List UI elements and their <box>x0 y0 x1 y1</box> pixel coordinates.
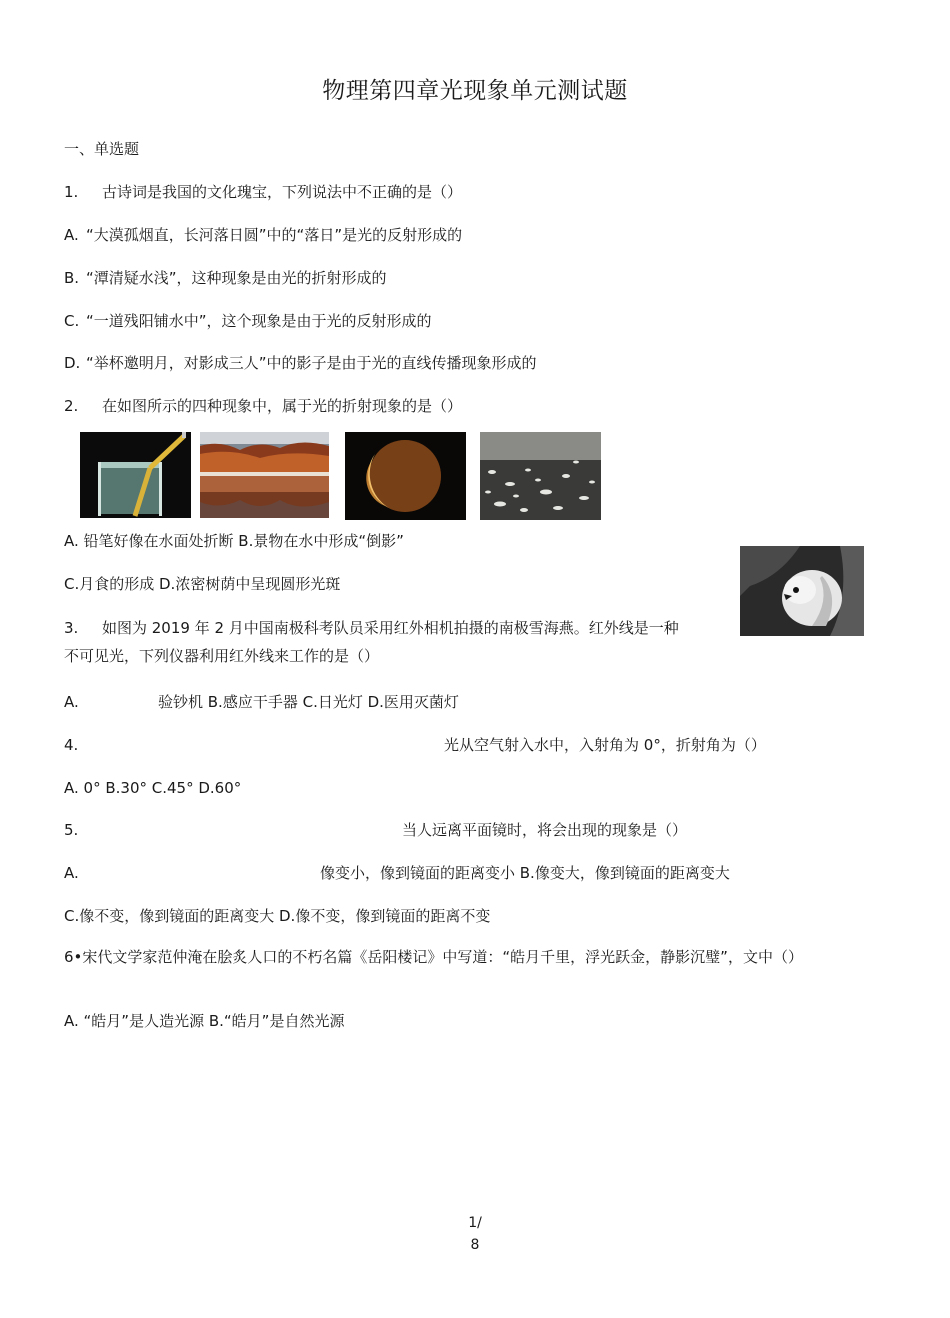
reflection-in-lake-image <box>200 432 329 518</box>
q1-option-a <box>64 224 462 246</box>
page-current: 1/ <box>468 1215 482 1231</box>
option-letter: A. <box>64 864 79 882</box>
q5-options-line-2: C.像不变，像到镜面的距离变大 D.像不变，像到镜面的距离不变 <box>64 907 491 925</box>
q6-options: A. “皓月”是人造光源 B.“皓月”是自然光源 <box>64 1012 345 1030</box>
option-text: “举杯邀明月，对影成三人”中的影子是由于光的直线传播现象形成的 <box>86 354 537 372</box>
page-title: 物理第四章光现象单元测试题 <box>322 78 628 104</box>
q1-option-d <box>64 352 537 374</box>
option-text: “潭清疑水浅”，这种现象是由光的折射形成的 <box>86 269 387 287</box>
option-letter: D. <box>64 354 81 372</box>
option-letter: C. <box>64 312 80 330</box>
question-2 <box>64 395 462 417</box>
question-5 <box>64 819 687 841</box>
q2-options-line-1: A. 铅笔好像在水面处折断 B.景物在水中形成“倒影” <box>64 532 404 550</box>
section-heading: 一、单选题 <box>64 140 140 158</box>
question-text-line-1: 如图为 2019 年 2 月中国南极科考队员采用红外相机拍摄的南极雪海燕。红外线是一种 <box>102 619 679 637</box>
option-letter: B. <box>64 269 80 287</box>
question-text: 光从空气射入水中，入射角为 0°，折射角为（） <box>444 736 766 754</box>
q5-options-line-1 <box>64 862 730 884</box>
question-text: 古诗词是我国的文化瑰宝，下列说法中不正确的是（） <box>102 183 463 201</box>
q4-options: A. 0° B.30° C.45° D.60° <box>64 779 242 797</box>
question-6: 6•宋代文学家范仲淹在脍炙人口的不朽名篇《岳阳楼记》中写道：“皓月千里，浮光跃金，静影沉璧”，文中（） <box>64 948 803 966</box>
q1-option-b <box>64 267 387 289</box>
question-number: 2. <box>64 397 79 415</box>
options-text: 像变小，像到镜面的距离变小 B.像变大，像到镜面的距离变大 <box>320 864 730 882</box>
page-number <box>0 1212 950 1256</box>
q2-options-line-2: C.月食的形成 D.浓密树荫中呈现圆形光斑 <box>64 575 341 593</box>
question-3-line-2: 不可见光，下列仪器利用红外线来工作的是（） <box>64 647 380 665</box>
options-text: 验钞机 B.感应干手器 C.日光灯 D.医用灭菌灯 <box>158 693 459 711</box>
question-text: 在如图所示的四种现象中，属于光的折射现象的是（） <box>102 397 463 415</box>
page-total: 8 <box>470 1237 480 1253</box>
light-spots-under-trees-image <box>480 432 601 520</box>
lunar-eclipse-image <box>345 432 466 520</box>
question-1 <box>64 181 462 203</box>
option-letter: A. <box>64 693 79 711</box>
pencil-in-water-image <box>80 432 191 518</box>
option-letter: A. <box>64 226 79 244</box>
question-4 <box>64 734 766 756</box>
question-number: 5. <box>64 821 79 839</box>
snow-petrel-infrared-image <box>740 546 864 636</box>
option-text: “大漠孤烟直，长河落日圆”中的“落日”是光的反射形成的 <box>86 226 463 244</box>
option-text: “一道残阳铺水中”，这个现象是由于光的反射形成的 <box>86 312 432 330</box>
question-number: 3. <box>64 619 79 637</box>
q3-options <box>64 691 459 713</box>
question-3 <box>64 617 679 639</box>
q1-option-c <box>64 310 432 332</box>
question-text: 当人远离平面镜时，将会出现的现象是（） <box>402 821 688 839</box>
question-number: 1. <box>64 183 79 201</box>
question-number: 4. <box>64 736 79 754</box>
